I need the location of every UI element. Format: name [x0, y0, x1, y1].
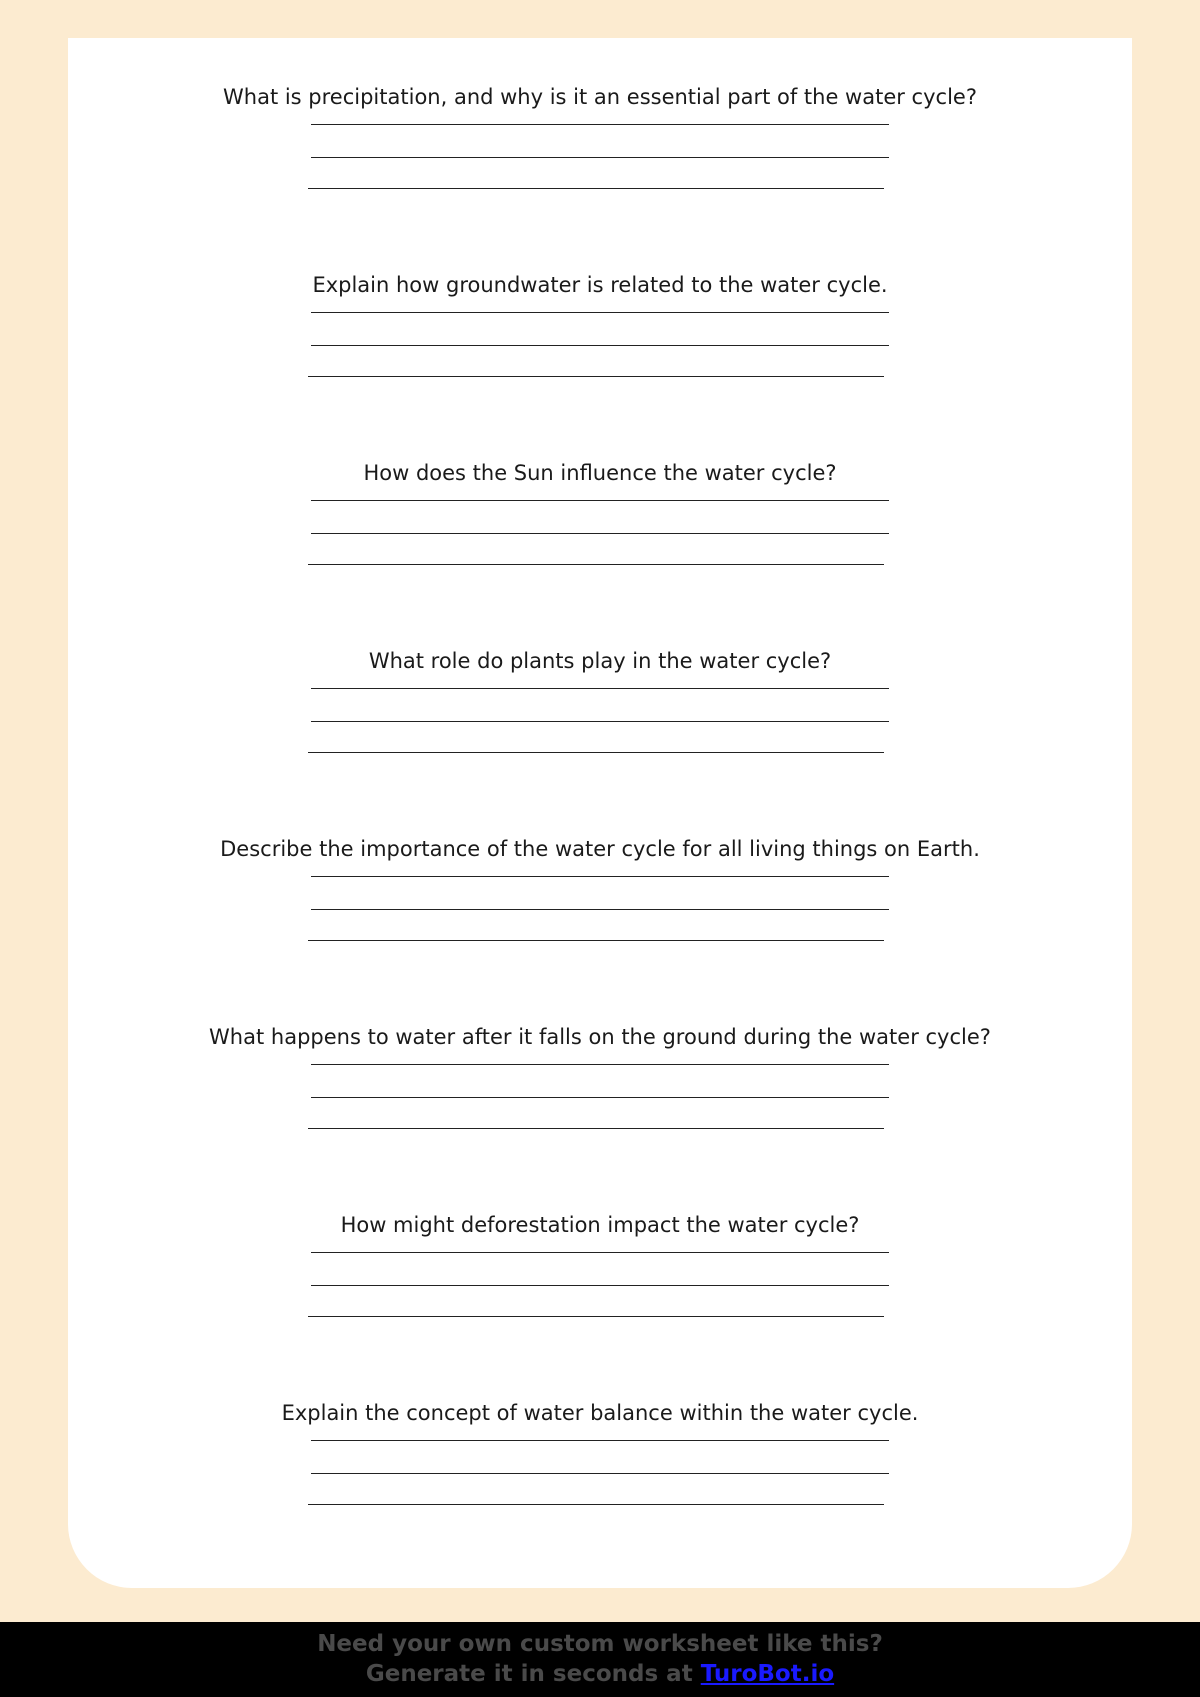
answer-line[interactable]: [308, 1504, 884, 1505]
answer-line[interactable]: [311, 1473, 889, 1474]
footer-subline-text: Generate it in seconds at: [365, 1661, 701, 1687]
answer-line[interactable]: [311, 1064, 889, 1065]
answer-line[interactable]: [311, 533, 889, 534]
answer-line[interactable]: [311, 124, 889, 125]
question-item: [68, 84, 1132, 272]
footer-headline: Need your own custom worksheet like this?: [317, 1631, 883, 1657]
answer-line[interactable]: [311, 157, 889, 158]
worksheet-sheet: [68, 38, 1132, 1588]
answer-line[interactable]: [311, 1252, 889, 1253]
question-text: What role do plants play in the water cycle?: [368, 649, 832, 673]
answer-line[interactable]: [311, 876, 889, 877]
answer-line[interactable]: [311, 909, 889, 910]
answer-line[interactable]: [311, 500, 889, 501]
question-list: [68, 84, 1132, 1588]
question-text: What is precipitation, and why is it an essential part of the water cycle?: [223, 85, 977, 109]
answer-line[interactable]: [311, 721, 889, 722]
question-item: [68, 460, 1132, 648]
question-text: Explain the concept of water balance within the water cycle.: [281, 1401, 919, 1425]
question-item: [68, 1024, 1132, 1212]
answer-line[interactable]: [308, 940, 884, 941]
question-item: [68, 648, 1132, 836]
question-text: What happens to water after it falls on the ground during the water cycle?: [209, 1025, 991, 1049]
question-item: [68, 272, 1132, 460]
answer-line[interactable]: [311, 1097, 889, 1098]
question-item: [68, 1212, 1132, 1400]
answer-line[interactable]: [308, 752, 884, 753]
question-item: [68, 836, 1132, 1024]
question-text: Explain how groundwater is related to the water cycle.: [312, 273, 888, 297]
answer-line[interactable]: [311, 312, 889, 313]
answer-line[interactable]: [311, 1285, 889, 1286]
question-item: [68, 1400, 1132, 1588]
answer-line[interactable]: [308, 376, 884, 377]
footer-subline: [0, 1659, 1200, 1689]
answer-line[interactable]: [311, 688, 889, 689]
turobot-link[interactable]: TuroBot.io: [700, 1661, 835, 1687]
answer-line[interactable]: [308, 1128, 884, 1129]
question-text: Describe the importance of the water cycle for all living things on Earth.: [220, 837, 980, 861]
question-text: How might deforestation impact the water cycle?: [340, 1213, 860, 1237]
answer-line[interactable]: [311, 345, 889, 346]
answer-line[interactable]: [308, 564, 884, 565]
answer-line[interactable]: [311, 1440, 889, 1441]
answer-line[interactable]: [308, 188, 884, 189]
promo-footer: [0, 1622, 1200, 1697]
question-text: How does the Sun influence the water cycle?: [363, 461, 837, 485]
answer-line[interactable]: [308, 1316, 884, 1317]
